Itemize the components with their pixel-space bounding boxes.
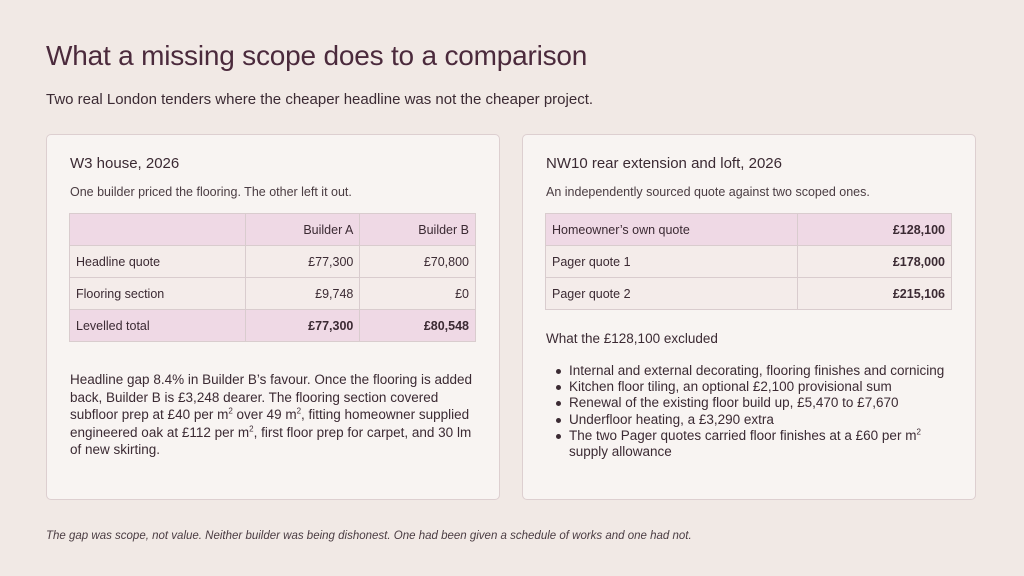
table-row-total (70, 310, 476, 342)
card-title: NW10 rear extension and loft, 2026 (546, 155, 782, 172)
table-row (546, 278, 952, 310)
superscript: 2 (228, 406, 233, 416)
para-text: , first floor prep for carpet, and 30 lm of new skirting. (70, 424, 472, 458)
row-label: Pager quote 2 (546, 278, 798, 310)
table-row (70, 246, 476, 278)
list-item-text: supply allowance (569, 444, 672, 460)
builder-a-total: £77,300 (246, 310, 360, 342)
row-label: Headline quote (70, 246, 246, 278)
builder-b-value: £0 (360, 278, 476, 310)
excluded-heading: What the £128,100 excluded (546, 331, 718, 346)
footnote: The gap was scope, not value. Neither builder was being dishonest. One had been given a schedule of works and one had not. (46, 530, 692, 542)
builder-b-total: £80,548 (360, 310, 476, 342)
row-label: Pager quote 1 (546, 246, 798, 278)
table-row (70, 278, 476, 310)
header-cell-builder-a: Builder A (246, 214, 360, 246)
quote-value: £178,000 (798, 246, 952, 278)
page-title: What a missing scope does to a comparison (46, 40, 588, 71)
card-subtitle: One builder priced the flooring. The other left it out. (70, 185, 352, 199)
table-header-row (70, 214, 476, 246)
header-cell-builder-b: Builder B (360, 214, 476, 246)
row-label: Homeowner’s own quote (546, 214, 798, 246)
excluded-list (569, 363, 959, 460)
list-item: Underfloor heating, a £3,290 extra (569, 412, 959, 428)
superscript: 2 (296, 406, 302, 416)
card-subtitle: An independently sourced quote against two scoped ones. (546, 185, 870, 199)
table-row (546, 214, 952, 246)
w3-explanation (70, 371, 482, 459)
builder-b-value: £70,800 (360, 246, 476, 278)
list-item-text: The two Pager quotes carried floor finishes at a £60 per m (569, 427, 917, 443)
quote-comparison-table (545, 213, 952, 310)
page-subtitle: Two real London tenders where the cheaper headline was not the cheaper project. (46, 91, 594, 108)
para-text: , fitting homeowner supplied engineered oak at £112 per m (70, 407, 470, 440)
superscript: 2 (249, 424, 254, 434)
row-label: Flooring section (70, 278, 246, 310)
list-item: Renewal of the existing floor build up, £5,470 to £7,670 (569, 395, 959, 411)
builder-a-value: £9,748 (246, 278, 360, 310)
card-title: W3 house, 2026 (70, 155, 180, 172)
para-text: Headline gap 8.4% in Builder B’s favour. Once the flooring is added back, Builder B is £3,248 dearer. The flooring section covered subfloor prep at £40 per m (70, 372, 473, 423)
superscript: 2 (916, 427, 921, 437)
builder-a-value: £77,300 (246, 246, 360, 278)
table-row (546, 246, 952, 278)
para-text: over 49 m (232, 407, 297, 423)
quote-value: £215,106 (798, 278, 952, 310)
header-cell-empty (70, 214, 246, 246)
w3-house-card (46, 134, 500, 500)
list-item: Internal and external decorating, flooring finishes and cornicing (569, 363, 959, 379)
list-item (569, 428, 959, 460)
builder-comparison-table (69, 213, 476, 342)
list-item: Kitchen floor tiling, an optional £2,100 provisional sum (569, 379, 959, 395)
nw10-extension-card (522, 134, 976, 500)
quote-value: £128,100 (798, 214, 952, 246)
row-label: Levelled total (70, 310, 246, 342)
